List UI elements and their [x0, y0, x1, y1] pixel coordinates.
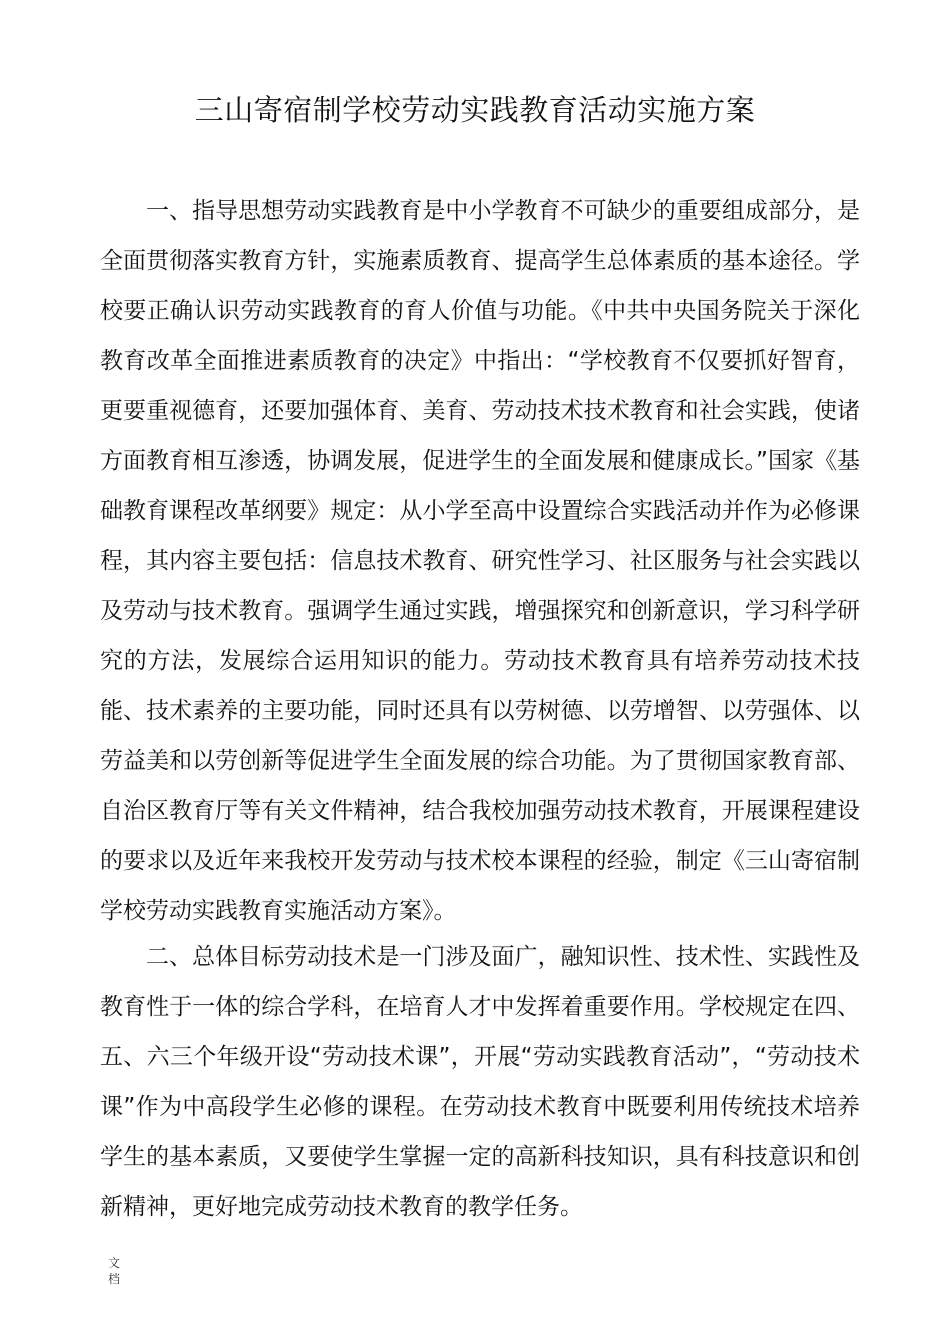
paragraph-guiding-ideology: 一、指导思想劳动实践教育是中小学教育不可缺少的重要组成部分，是全面贯彻落实教育方针，实施素质教育、提高学生总体素质的基本途径。学校要正确认识劳动实践教育的育人价值与功能。《中共中央国务院关于深化教育改革全面推进素质教育的决定》中指出：“学校教育不仅要抓好智育，更要重视德育，还要加强体育、美育、劳动技术技术教育和社会实践，使诸方面教育相互渗透，协调发展，促进学生的全面发展和健康成长。”国家《基础教育课程改革纲要》规定：从小学至高中设置综合实践活动并作为必修课程，其内容主要包括：信息技术教育、研究性学习、社区服务与社会实践以及劳动与技术教育。强调学生通过实践，增强探究和创新意识，学习科学研究的方法，发展综合运用知识的能力。劳动技术教育具有培养劳动技术技能、技术素养的主要功能，同时还具有以劳树德、以劳增智、以劳强体、以劳益美和以劳创新等促进学生全面发展的综合功能。为了贯彻国家教育部、自治区教育厅等有关文件精神，结合我校加强劳动技术教育，开展课程建设的要求以及近年来我校开发劳动与技术校本课程的经验，制定《三山寄宿制学校劳动实践教育实施活动方案》。	[100, 198, 860, 924]
footer-watermark-text: 文档	[108, 1256, 121, 1286]
document-title: 三山寄宿制学校劳动实践教育活动实施方案	[194, 93, 756, 127]
paragraph-overall-goals: 二、总体目标劳动技术是一门涉及面广，融知识性、技术性、实践性及教育性于一体的综合学科，在培育人才中发挥着重要作用。学校规定在四、五、六三个年级开设“劳动技术课”，开展“劳动实践教育活动”，“劳动技术课”作为中高段学生必修的课程。在劳动技术教育中既要利用传统技术培养学生的基本素质，又要使学生掌握一定的高新科技知识，具有科技意识和创新精神，更好地完成劳动技术教育的教学任务。	[100, 944, 860, 1220]
